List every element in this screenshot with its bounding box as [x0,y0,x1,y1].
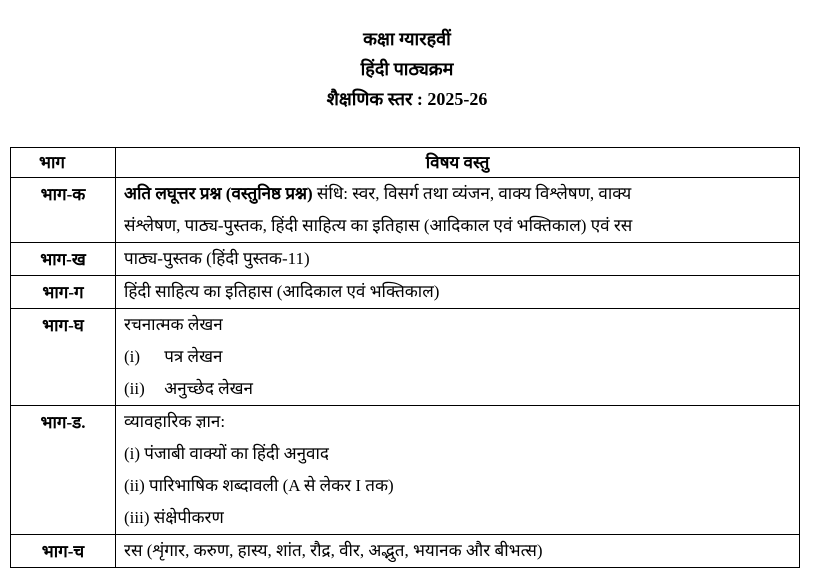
content-heading: व्यावहारिक ज्ञान: [124,412,226,431]
session-title: शैक्षणिक स्तर : 2025-26 [326,89,488,109]
table-row [11,535,800,568]
table-row [11,178,800,243]
table-row [11,276,800,309]
part-label: भाग-च [11,535,116,568]
list-item: (i) पंजाबी वाक्यों का हिंदी अनुवाद [124,444,329,463]
syllabus-table [10,147,800,568]
content-text: पाठ्य-पुस्तक (हिंदी पुस्तक-11) [124,249,310,268]
subject-title: हिंदी पाठ्यक्रम [360,59,454,79]
bold-lead: अति लघूत्तर प्रश्न (वस्तुनिष्ठ प्रश्न) [124,184,313,203]
part-label: भाग-ड. [11,406,116,535]
content-cell [116,276,800,309]
class-title: कक्षा ग्यारहवीं [363,29,451,49]
table-row [11,243,800,276]
table-row [11,309,800,406]
content-cell [116,243,800,276]
table-header-row [11,148,800,178]
column-header-content: विषय वस्तु [116,148,800,178]
content-cell [116,178,800,243]
content-heading: रचनात्मक लेखन [124,315,223,334]
list-item: (ii) पारिभाषिक शब्दावली (A से लेकर I तक) [124,476,394,495]
part-label: भाग-घ [11,309,116,406]
column-header-part: भाग [11,148,116,178]
document-header [0,24,814,114]
part-label: भाग-क [11,178,116,243]
list-item: (ii) अनुच्छेद लेखन [124,379,253,398]
content-text: संश्लेषण, पाठ्य-पुस्तक, हिंदी साहित्य का इतिहास (आदिकाल एवं भक्तिकाल) एवं रस [124,216,633,235]
content-text: संधि: स्वर, विसर्ग तथा व्यंजन, वाक्य विश्लेषण, वाक्य [312,184,632,203]
content-cell [116,309,800,406]
content-cell [116,406,800,535]
part-label: भाग-ग [11,276,116,309]
list-item: (i) पत्र लेखन [124,347,223,366]
content-text: हिंदी साहित्य का इतिहास (आदिकाल एवं भक्तिकाल) [124,282,440,301]
content-text: रस (शृंगार, करुण, हास्य, शांत, रौद्र, वीर, अद्भुत, भयानक और बीभत्स) [124,541,543,560]
list-item: (iii) संक्षेपीकरण [124,508,224,527]
part-label: भाग-ख [11,243,116,276]
table-row [11,406,800,535]
content-cell [116,535,800,568]
